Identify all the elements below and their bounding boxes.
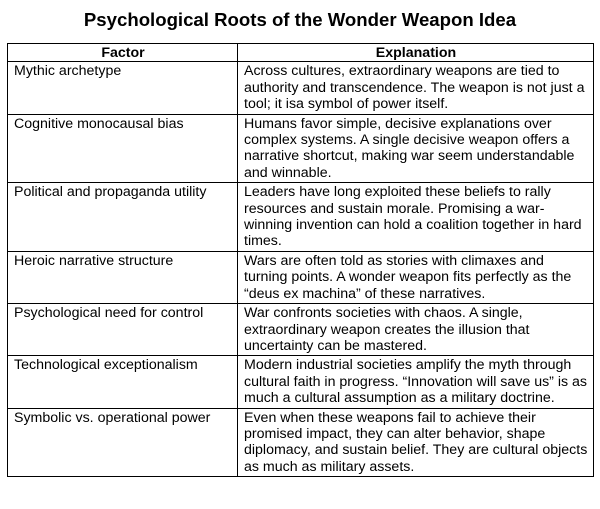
factor-cell: Technological exceptionalism — [8, 356, 238, 408]
column-header-factor: Factor — [8, 44, 238, 62]
table-header-row — [8, 44, 594, 62]
table-row — [8, 251, 594, 303]
factor-cell: Political and propaganda utility — [8, 183, 238, 252]
explanation-cell: War confronts societies with chaos. A single, extraordinary weapon creates the illusion that uncertainty can be mastered. — [238, 304, 594, 356]
factor-cell: Mythic archetype — [8, 62, 238, 114]
page-title: Psychological Roots of the Wonder Weapon Idea — [83, 9, 517, 30]
table-row — [8, 356, 594, 408]
table-row — [8, 304, 594, 356]
factors-table — [7, 43, 594, 477]
column-header-explanation: Explanation — [238, 44, 594, 62]
table-row — [8, 183, 594, 252]
explanation-cell: Modern industrial societies amplify the myth through cultural faith in progress. “Innovation will save us” is as much a cultural assumption as a military doctrine. — [238, 356, 594, 408]
explanation-cell: Leaders have long exploited these beliefs to rally resources and sustain morale. Promising a war-winning invention can hold a coalition together in hard times. — [238, 183, 594, 252]
explanation-cell: Humans favor simple, decisive explanations over complex systems. A single decisive weapon offers a narrative shortcut, making war seem understandable and winnable. — [238, 114, 594, 183]
explanation-cell: Across cultures, extraordinary weapons are tied to authority and transcendence. The weapon is not just a tool; it isa symbol of power itself. — [238, 62, 594, 114]
table-row — [8, 408, 594, 477]
explanation-cell: Wars are often told as stories with climaxes and turning points. A wonder weapon fits perfectly as the “deus ex machina” of these narratives. — [238, 251, 594, 303]
table-row — [8, 114, 594, 183]
explanation-cell: Even when these weapons fail to achieve their promised impact, they can alter behavior, shape diplomacy, and sustain belief. They are cultural objects as much as military assets. — [238, 408, 594, 477]
factor-cell: Cognitive monocausal bias — [8, 114, 238, 183]
factor-cell: Psychological need for control — [8, 304, 238, 356]
factor-cell: Symbolic vs. operational power — [8, 408, 238, 477]
factor-cell: Heroic narrative structure — [8, 251, 238, 303]
table-row — [8, 62, 594, 114]
